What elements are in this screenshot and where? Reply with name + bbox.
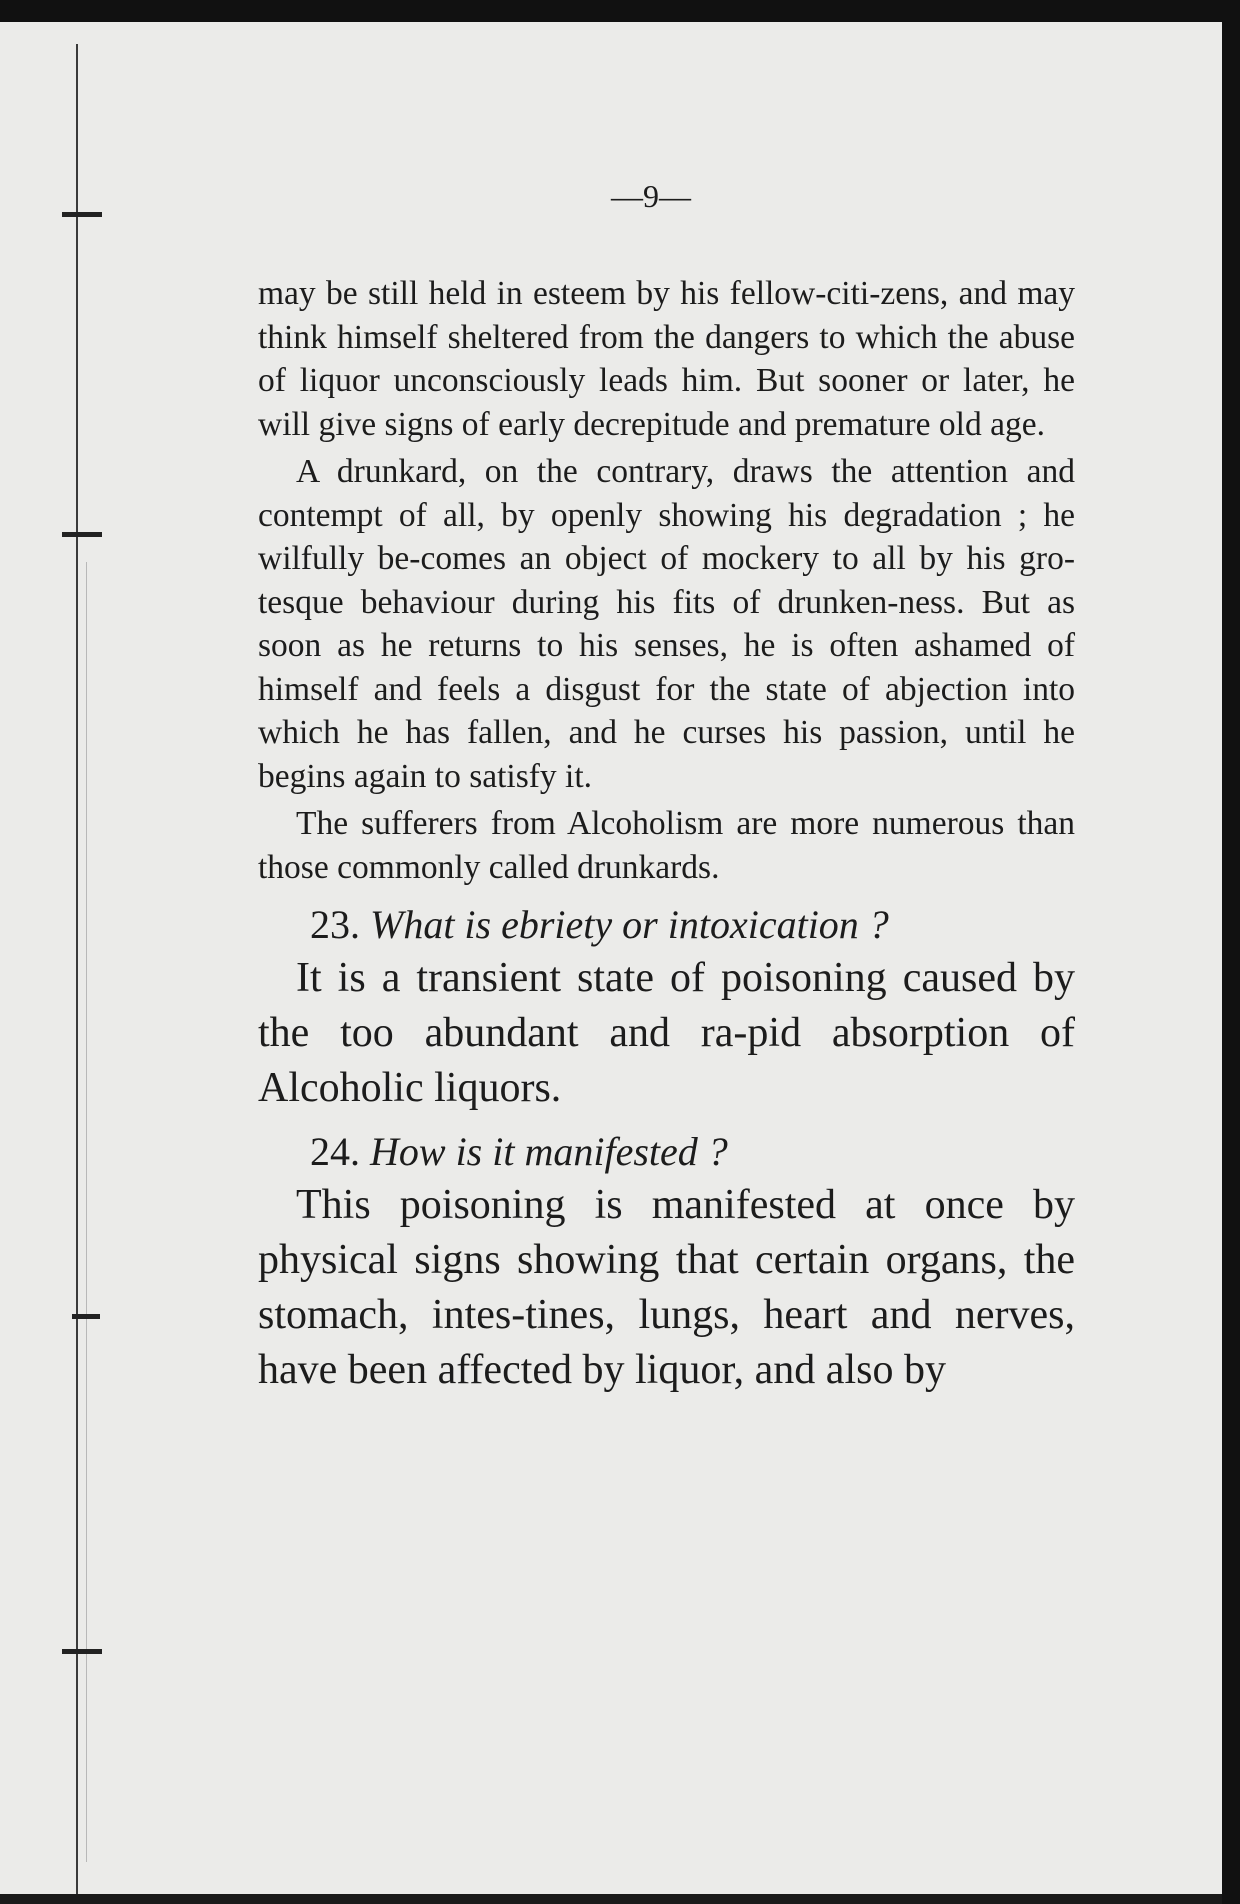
question-text: What is ebriety or intoxication ?: [370, 902, 889, 947]
answer-block: [258, 951, 1075, 1116]
binding-shadow-line: [86, 562, 87, 1862]
question-heading: [258, 899, 1075, 951]
book-page: [0, 22, 1222, 1894]
binding-stitch-mark: [62, 1649, 102, 1654]
question-number: 24.: [310, 1129, 360, 1174]
page-number: —9—: [611, 178, 691, 214]
binding-stitch-mark: [72, 1314, 100, 1319]
paragraph-drunkard: A drunkard, on the contrary, draws the attention and contempt of all, by openly showing his degradation ; he wilfully be-comes an object of mockery to all by his gro-tesque behaviour during his fits of drunken-ness. But as soon as he returns to his senses, he is often ashamed of himself and feels a disgust for the state of abjection into which he has fallen, and he curses his passion, until he begins again to satisfy it.: [258, 453, 1075, 795]
small-text-block: [258, 272, 1075, 889]
answer-block: [258, 1178, 1075, 1398]
paragraph-continuation: may be still held in esteem by his fellow-citi-zens, and may think himself sheltered from the dangers to which the abuse of liquor unconsciously leads him. But sooner or later, he will give signs of early decrepitude and premature old age.: [258, 275, 1075, 443]
answer-text: This poisoning is manifested at once by physical signs showing that certain organs, the stomach, intes-tines, lungs, heart and nerves, have been affected by liquor, and also by: [258, 1182, 1075, 1393]
question-number: 23.: [310, 902, 360, 947]
question-text: How is it manifested ?: [370, 1129, 728, 1174]
binding-stitch-mark: [62, 532, 102, 537]
page-body: [258, 272, 1075, 1398]
paragraph-sufferers: The sufferers from Alcoholism are more numerous than those commonly called drunkards.: [258, 805, 1075, 886]
binding-fold-line: [76, 44, 78, 1894]
scan-top-border: [0, 0, 1240, 24]
scan-right-border: [1222, 0, 1240, 1904]
answer-text: It is a transient state of poisoning caused by the too abundant and ra-pid absorption of Alcoholic liquors.: [258, 955, 1075, 1111]
question-heading: [258, 1126, 1075, 1178]
